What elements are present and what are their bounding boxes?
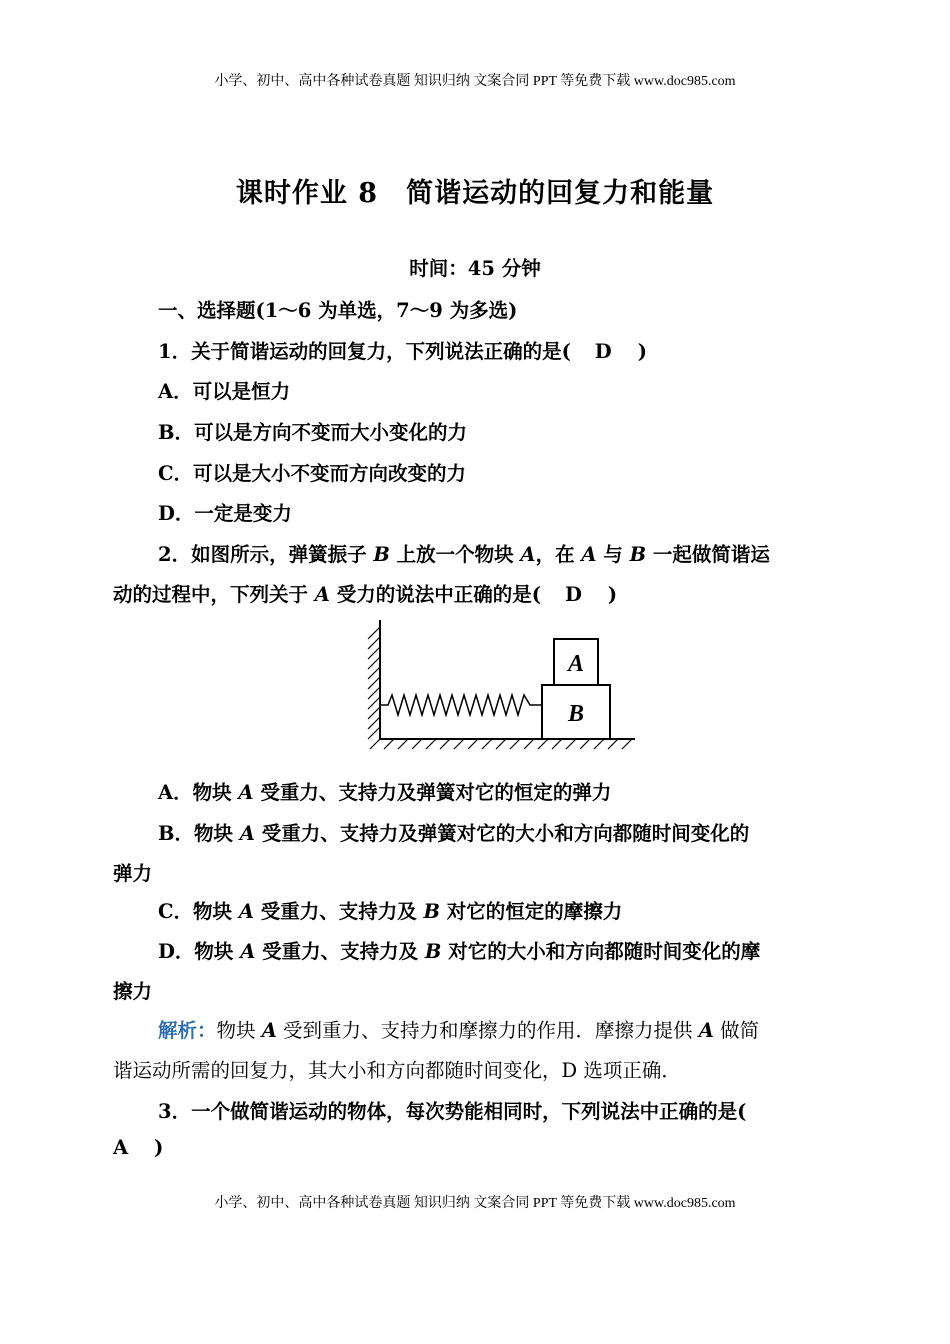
page-footer: 小学、初中、高中各种试卷真题 知识归纳 文案合同 PPT 等免费下载 www.doc985.com: [214, 1196, 736, 1211]
question-2-explanation-line2: 谐运动所需的回复力，其大小和方向都随时间变化，D 选项正确．: [113, 1059, 681, 1082]
page-title: 课时作业 8 简谐运动的回复力和能量: [235, 178, 715, 209]
question-1-option-b: B．可以是方向不变而大小变化的力: [158, 421, 467, 444]
question-1-option-a: A．可以是恒力: [158, 380, 291, 403]
question-1-stem: 1．关于简谐运动的回复力，下列说法正确的是( D ): [158, 340, 647, 363]
section-heading: 一、选择题(1～6 为单选，7～9 为多选): [158, 299, 518, 322]
question-1-answer: D: [594, 340, 612, 363]
block-a-label: A: [567, 651, 585, 677]
spring-block-figure: [360, 615, 640, 755]
question-2-stem-line2: 动的过程中，下列关于 A 受力的说法中正确的是( D ): [113, 583, 618, 606]
question-2-answer: D: [564, 583, 582, 606]
question-2-option-d-cont: 擦力: [113, 980, 153, 1003]
floor-hatching: [370, 739, 632, 749]
wall-hatching: [368, 627, 380, 739]
question-2-option-a: A．物块 A 受重力、支持力及弹簧对它的恒定的弹力: [158, 781, 612, 804]
explanation-label: 解析：: [158, 1019, 217, 1042]
question-1-option-c: C．可以是大小不变而方向改变的力: [158, 462, 467, 485]
question-1-option-d: D．一定是变力: [158, 502, 292, 525]
block-b-label: B: [567, 701, 585, 727]
time-limit: 时间：45 分钟: [409, 257, 541, 280]
question-2-option-b-cont: 弹力: [113, 862, 153, 885]
page-header: 小学、初中、高中各种试卷真题 知识归纳 文案合同 PPT 等免费下载 www.doc985.com: [214, 74, 736, 89]
spring: [380, 695, 542, 715]
question-3-stem: 3．一个做简谐运动的物体，每次势能相同时，下列说法中正确的是(: [158, 1100, 747, 1123]
question-2-option-d: D．物块 A 受重力、支持力及 B 对它的大小和方向都随时间变化的摩: [158, 940, 761, 963]
question-2-explanation-line1: 解析：物块 A 受到重力、支持力和摩擦力的作用．摩擦力提供 A 做简: [158, 1019, 760, 1042]
question-2-option-b: B．物块 A 受重力、支持力及弹簧对它的大小和方向都随时间变化的: [158, 822, 750, 845]
question-3-answer-line: A ): [113, 1136, 164, 1159]
question-3-answer: A: [113, 1136, 129, 1159]
question-2-stem-line1: 2．如图所示，弹簧振子 B 上放一个物块 A，在 A 与 B 一起做简谐运: [158, 543, 770, 566]
question-2-option-c: C．物块 A 受重力、支持力及 B 对它的恒定的摩擦力: [158, 900, 623, 923]
